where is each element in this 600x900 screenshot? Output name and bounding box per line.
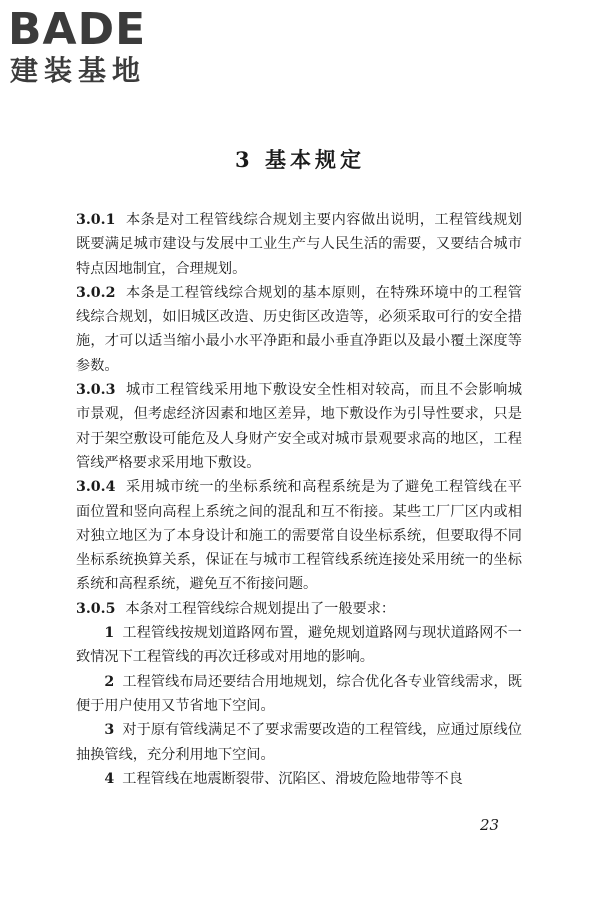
clause-number: 3.0.4 <box>76 479 116 496</box>
clause-text: 本条是对工程管线综合规划主要内容做出说明，工程管线规划既要满足城市建设与发展中工业生产与人民生活的需要，又要结合城市特点因地制宜，合理规划。 <box>76 212 522 277</box>
item-number: 3 <box>104 722 115 739</box>
clause-3-0-2 <box>76 281 522 378</box>
clause-number: 3.0.2 <box>76 284 116 301</box>
bade-logo <box>8 6 178 90</box>
clause-text: 本条是工程管线综合规划的基本原则，在特殊环境中的工程管线综合规划，如旧城区改造、历史街区改造等，必须采取可行的安全措施，才可以适当缩小最小水平净距和最小垂直净距以及最小覆土深度等参数。 <box>76 284 522 374</box>
clause-text: 采用城市统一的坐标系统和高程系统是为了避免工程管线在平面位置和竖向高程上系统之间的混乱和互不衔接。某些工厂厂区内或相对独立地区为了本身设计和施工的需要常自设坐标系统，但要取得不同坐标系统换算关系，保证在与城市工程管线系统连接处采用统一的坐标系统和高程系统，避免互不衔接问题。 <box>76 479 522 593</box>
item-text: 工程管线布局还要结合用地规划，综合优化各专业管线需求，既便于用户使用又节省地下空间。 <box>76 673 522 714</box>
list-item <box>76 767 522 791</box>
item-text: 对于原有管线满足不了要求需要改造的工程管线，应通过原线位抽换管线，充分利用地下空间。 <box>76 722 522 763</box>
item-text: 工程管线按规划道路网布置，避免规划道路网与现状道路网不一致情况下工程管线的再次迁移或对用地的影响。 <box>76 625 522 666</box>
list-item <box>76 718 522 767</box>
logo-brand-cn-text: 建装基地 <box>10 54 147 87</box>
clause-text: 城市工程管线采用地下敷设安全性相对较高，而且不会影响城市景观，但考虑经济因素和地区差异，地下敷设作为引导性要求，只是对于架空敷设可能危及人身财产安全或对城市景观要求高的地区，工程管线严格要求采用地下敷设。 <box>76 382 522 471</box>
item-number: 2 <box>104 673 115 690</box>
list-item <box>76 670 522 719</box>
item-text: 工程管线在地震断裂带、沉陷区、滑坡危险地带等不良 <box>122 770 463 787</box>
section-body <box>76 208 522 791</box>
clause-3-0-3 <box>76 378 522 475</box>
page-number: 23 <box>480 816 500 834</box>
clause-3-0-1 <box>76 208 522 281</box>
clause-3-0-5 <box>76 597 522 621</box>
clause-number: 3.0.1 <box>76 212 116 228</box>
logo-brand-text: BADE <box>8 4 147 55</box>
item-number: 1 <box>104 625 115 642</box>
section-title: 3 基本规定 <box>235 147 365 172</box>
clause-number: 3.0.3 <box>76 382 116 399</box>
item-number: 4 <box>104 770 115 787</box>
list-item <box>76 621 522 670</box>
clause-number: 3.0.5 <box>76 600 116 617</box>
clause-text: 本条对工程管线综合规划提出了一般要求： <box>125 600 396 617</box>
clause-3-0-4 <box>76 475 522 596</box>
